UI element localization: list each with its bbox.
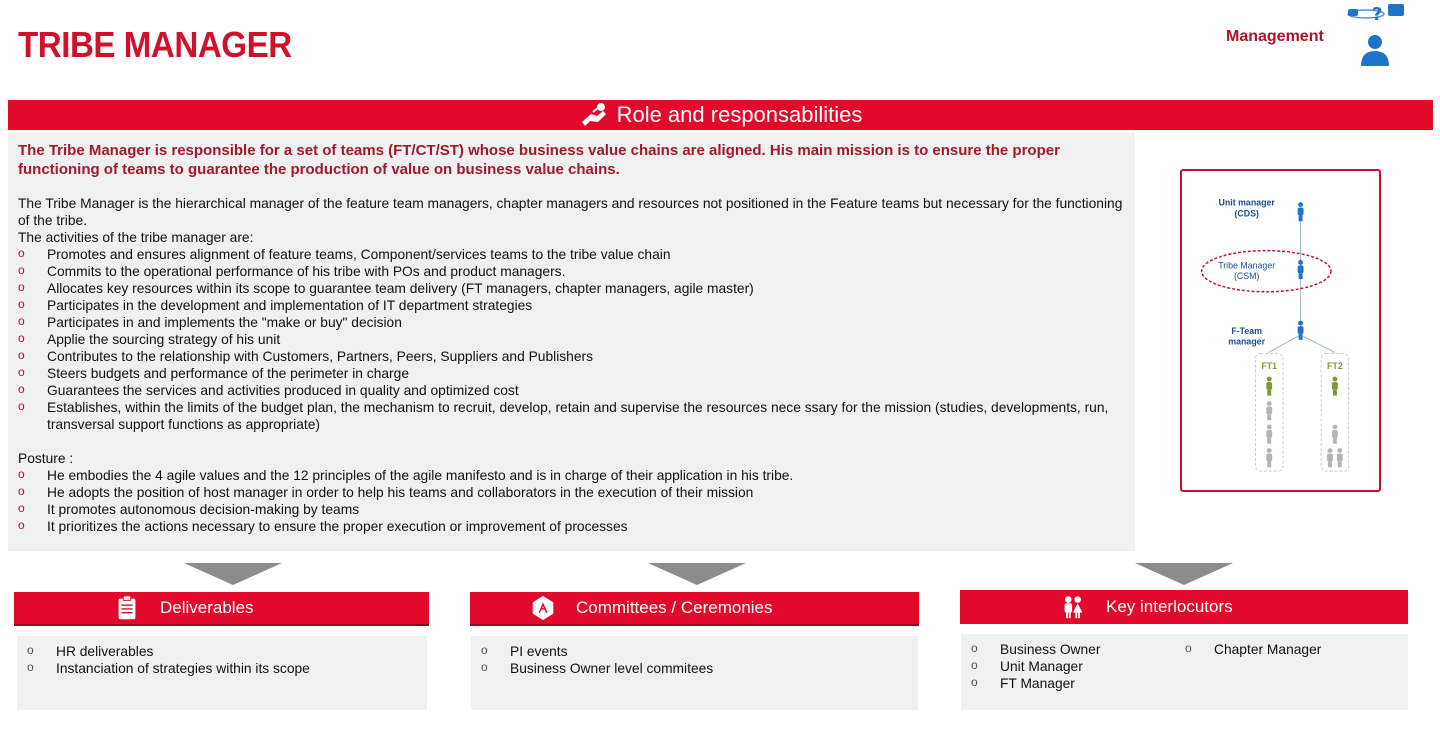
page-title: TRIBE MANAGER [18, 24, 292, 65]
list-item: o Applie the sourcing strategy of his unit [18, 331, 1125, 348]
list-item: o PI events [481, 643, 918, 660]
committees-panel [471, 636, 918, 710]
list-item: o It promotes autonomous decision-making by teams [18, 501, 1125, 518]
list-item: o He embodies the 4 agile values and the 12 principles of the agile manifesto and is in charge of their application in his tribe. [18, 467, 1125, 484]
tribe-manager-icon [1298, 260, 1304, 279]
team-ft2-label: FT2 [1327, 361, 1343, 372]
category-label: Management [1226, 28, 1324, 45]
activities-list [18, 246, 1125, 433]
role-intro-text: The Tribe Manager is the hierarchical manager of the feature team managers, chapter managers and resources not positioned in the Feature teams but necessary for the functioning of the tribe. [18, 196, 1123, 228]
list-item: o Guarantees the services and activities produced in quality and optimized cost [18, 382, 1125, 399]
list-item: o Steers budgets and performance of the perimeter in charge [18, 365, 1125, 382]
tribe-manager-label: Tribe Manager [1218, 260, 1276, 271]
list-item: o Instanciation of strategies within its scope [27, 660, 427, 677]
meeting-icon [528, 593, 558, 623]
list-item: o HR deliverables [27, 643, 427, 660]
activities-heading: The activities of the tribe manager are: [18, 230, 254, 245]
list-item: o Business Owner [971, 641, 1185, 658]
unit-manager-code: (CDS) [1234, 208, 1259, 219]
arrow-down-icon [184, 563, 282, 585]
team-ft1-label: FT1 [1261, 361, 1278, 372]
org-chart [1180, 169, 1381, 492]
list-item: o Establishes, within the limits of the budget plan, the mechanism to recruit, develop, retain and supervise the resources nece ssary for the mission (studies, developments, run, transversal support functions as appropriate) [18, 399, 1125, 433]
list-item: o FT Manager [971, 675, 1185, 692]
role-section-title: Role and responsabilities [616, 102, 863, 127]
list-item: o Allocates key resources within its scope to guarantee team delivery (FT managers, chapter managers, agile master) [18, 280, 1125, 297]
list-item: o He adopts the position of host manager in order to help his teams and collaborators in the execution of their mission [18, 484, 1125, 501]
deliverables-header [14, 592, 429, 626]
posture-heading: Posture : [18, 451, 74, 466]
list-item: o Commits to the operational performance of his tribe with POs and product managers. [18, 263, 1125, 280]
interlocutors-panel [961, 634, 1408, 710]
list-item: o Contributes to the relationship with Customers, Partners, Peers, Suppliers and Publishers [18, 348, 1125, 365]
deliverables-panel [17, 636, 427, 710]
list-item: o It prioritizes the actions necessary to ensure the proper execution or improvement of processes [18, 518, 1125, 535]
role-description-panel [8, 133, 1135, 551]
unit-manager-icon [1298, 202, 1304, 221]
list-item: o Participates in and implements the "make or buy" decision [18, 314, 1125, 331]
list-item: o Chapter Manager [1185, 641, 1321, 658]
clipboard-icon [112, 593, 142, 623]
interlocutors-header [960, 590, 1408, 624]
committees-header [470, 592, 919, 626]
list-item: o Participates in the development and implementation of IT department strategies [18, 297, 1125, 314]
svg-text:?: ? [1372, 4, 1383, 25]
arrow-down-icon [1135, 563, 1233, 585]
role-lead-text: The Tribe Manager is responsible for a set of teams (FT/CT/ST) whose business value chains are aligned. His main mission is to ensure the proper functioning of teams to guarantee the production of value on business value chains. [18, 142, 1060, 178]
people-icon [1058, 592, 1088, 622]
manager-icon [1340, 0, 1412, 70]
fteam-manager-icon [1298, 321, 1304, 340]
interlocutors-title: Key interlocutors [1106, 597, 1233, 616]
tribe-manager-code: (CSM) [1233, 271, 1260, 282]
deliverables-title: Deliverables [160, 598, 254, 617]
list-item: o Unit Manager [971, 658, 1185, 675]
arrow-down-icon [648, 563, 746, 585]
fteam-manager-label: F-Team [1231, 325, 1263, 336]
list-item: o Business Owner level commitees [481, 660, 918, 677]
list-item: o Promotes and ensures alignment of feature teams, Component/services teams to the tribe value chain [18, 246, 1125, 263]
role-hand-icon [579, 102, 609, 128]
fteam-manager-label-2: manager [1228, 336, 1266, 347]
posture-list [18, 467, 1125, 535]
role-section-header [8, 100, 1433, 130]
committees-title: Committees / Ceremonies [576, 598, 773, 617]
unit-manager-label: Unit manager [1218, 197, 1275, 208]
